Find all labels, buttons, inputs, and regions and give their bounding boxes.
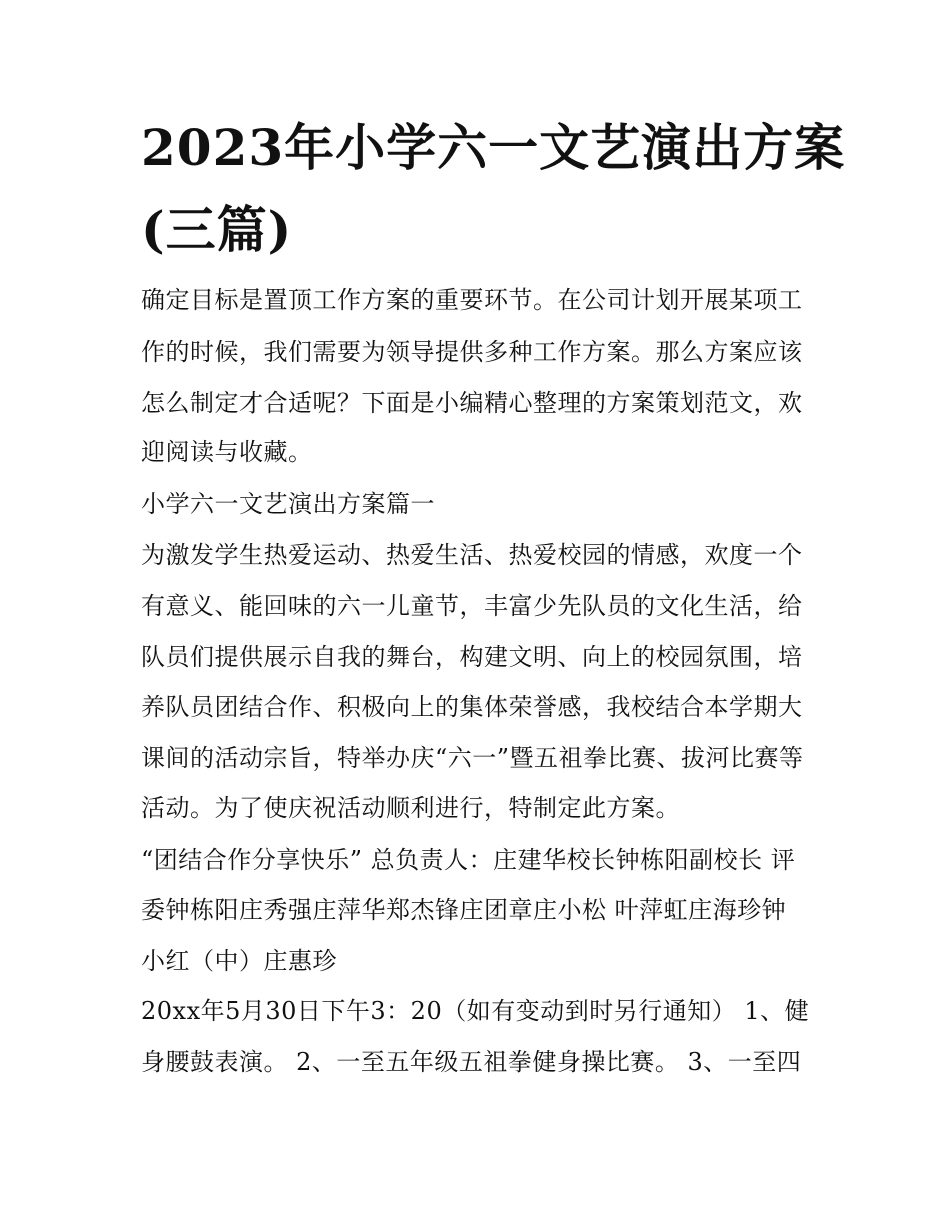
section-heading: 小学六一文艺演出方案篇一 (141, 490, 435, 518)
document-title-line-1: 2023年小学六一文艺演出方案 (141, 118, 846, 177)
body-line-5: 课间的活动宗旨，特举办庆“六一”暨五祖拳比赛、拔河比赛等 (141, 744, 804, 772)
intro-line-2: 作的时候，我们需要为领导提供多种工作方案。那么方案应该 (141, 338, 803, 366)
intro-line-1: 确定目标是置顶工作方案的重要环节。在公司计划开展某项工 (141, 286, 803, 314)
body-line-1: 为激发学生热爱运动、热爱生活、热爱校园的情感，欢度一个 (141, 541, 803, 569)
body-line-9: 小红（中）庄惠珍 (141, 947, 337, 975)
body-line-2: 有意义、能回味的六一儿童节，丰富少先队员的文化生活，给 (141, 592, 803, 620)
body-line-11: 身腰鼓表演。 2、一至五年级五祖拳健身操比赛。 3、一至四 (141, 1048, 802, 1076)
body-line-7: “团结合作分享快乐” 总负责人：庄建华校长钟栋阳副校长 评 (141, 846, 796, 874)
intro-line-4: 迎阅读与收藏。 (141, 438, 313, 466)
body-line-6: 活动。为了使庆祝活动顺利进行，特制定此方案。 (141, 794, 680, 822)
body-line-3: 队员们提供展示自我的舞台，构建文明、向上的校园氛围，培 (141, 643, 803, 671)
intro-line-3: 怎么制定才合适呢？下面是小编精心整理的方案策划范文，欢 (141, 389, 803, 417)
body-line-10: 20xx年5月30日下午3：20（如有变动到时另行通知） 1、健 (141, 997, 810, 1025)
document-title-line-2: (三篇) (141, 200, 293, 259)
body-line-8: 委钟栋阳庄秀强庄萍华郑杰锋庄团章庄小松 叶萍虹庄海珍钟 (141, 896, 787, 924)
body-line-4: 养队员团结合作、积极向上的集体荣誉感，我校结合本学期大 (141, 693, 803, 721)
